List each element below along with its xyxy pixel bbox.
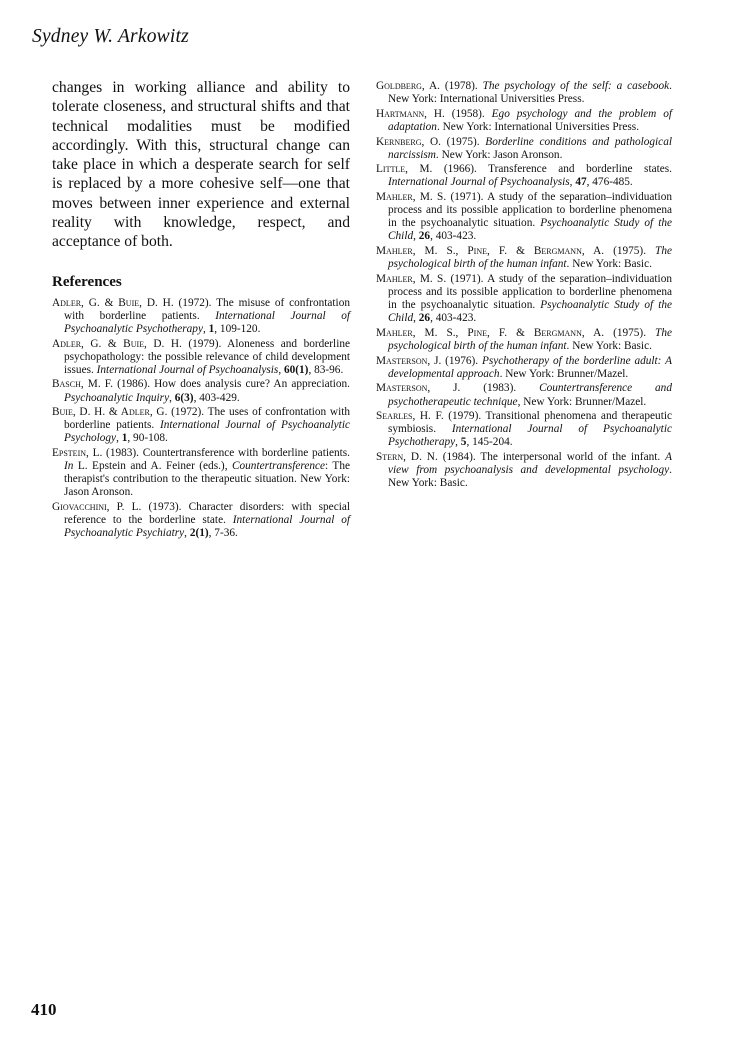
- reference-authors: Goldberg, A.: [376, 80, 440, 92]
- left-column: [52, 78, 350, 542]
- reference-text: ,: [278, 363, 284, 376]
- reference-pages: , 476-485.: [586, 176, 633, 189]
- reference-text: . New York: Jason Aronson.: [435, 148, 563, 161]
- reference-authors: Adler, G. & Buie, D. H.: [52, 337, 182, 350]
- reference-entry: [52, 338, 350, 377]
- reference-text: (1966). Transference and borderline states.: [432, 163, 672, 176]
- reference-entry: [376, 327, 672, 353]
- reference-entry: [376, 163, 672, 189]
- reference-text: (1986). How does analysis cure? An appreciation.: [112, 378, 350, 391]
- reference-volume: 60(1): [283, 363, 309, 376]
- reference-text: ,: [569, 176, 576, 189]
- body-paragraph: changes in working alliance and ability to tolerate closeness, and structural shifts and that technical modalities must be modified accordingly. With this, structural change can take place in which a desperate search for self is replaced by a more cohesive self—one that moves between inner experience and external reality with knowledge, respect, and acceptance of both.: [52, 79, 350, 251]
- running-head: Sydney W. Arkowitz: [32, 26, 189, 47]
- reference-authors: Basch, M. F.: [52, 378, 113, 391]
- reference-title: International Journal of Psychoanalysis: [96, 363, 279, 376]
- reference-text: . New York: International Universities Press.: [436, 120, 640, 133]
- reference-title: Psychotherapy of the borderline adult: A developmental approach: [388, 354, 672, 380]
- reference-text: : The therapist's contribution to the therapeutic situation. New York: Jason Aronson.: [64, 460, 350, 499]
- reference-text: . New York: International Universities Press.: [388, 80, 672, 106]
- reference-entry: [52, 447, 350, 499]
- reference-authors: Epstein, L.: [52, 447, 103, 460]
- reference-text: ,: [169, 391, 175, 404]
- reference-pages: , 90-108.: [127, 432, 168, 445]
- reference-authors: Mahler, M. S., Pine, F. & Bergmann, A.: [376, 245, 605, 258]
- reference-text: (1975).: [604, 326, 656, 339]
- right-column: [376, 80, 672, 492]
- reference-text: ,: [413, 230, 419, 243]
- reference-text: ,: [202, 322, 209, 335]
- reference-text: . New York: Brunner/Mazel.: [499, 367, 629, 380]
- reference-title: Psychoanalytic Inquiry: [64, 391, 170, 404]
- reference-title: International Journal of Psychoanalytic Psychotherapy: [388, 423, 672, 449]
- page-number: 410: [31, 1000, 57, 1019]
- reference-text: ,: [413, 312, 419, 325]
- reference-text: (1972). The misuse of confrontation with borderline patients.: [64, 296, 350, 322]
- reference-volume: 1: [208, 322, 215, 335]
- reference-text: L. Epstein and A. Feiner (eds.),: [73, 460, 232, 473]
- reference-title: The psychology of the self: a casebook: [482, 80, 670, 92]
- reference-title: International Journal of Psychoanalytic Psychiatry: [64, 514, 350, 540]
- reference-title: In: [64, 460, 74, 473]
- reference-text: (1983). Countertransference with borderline patients.: [102, 447, 350, 460]
- reference-entry: [376, 410, 672, 449]
- reference-title: Countertransference and psychotherapeutic technique: [388, 382, 672, 408]
- reference-title: International Journal of Psychoanalytic Psychotherapy: [64, 309, 350, 335]
- reference-title: Borderline conditions and pathological narcissism: [388, 135, 672, 161]
- reference-title: Psychoanalytic Study of the Child: [388, 217, 672, 243]
- reference-text: ,: [184, 527, 190, 540]
- reference-authors: Buie, D. H. & Adler, G.: [52, 406, 168, 419]
- reference-volume: 5: [460, 436, 467, 449]
- reference-entry: [376, 451, 672, 490]
- reference-text: (1975).: [440, 135, 486, 148]
- reference-authors: Giovacchini, P. L.: [52, 501, 142, 514]
- reference-title: Countertransference: [231, 460, 326, 473]
- reference-volume: 2(1): [189, 527, 209, 540]
- reference-entry: [376, 382, 672, 408]
- reference-text: (1983).: [460, 382, 540, 395]
- reference-entry: [52, 378, 350, 404]
- reference-title: International Journal of Psychoanalysis: [388, 176, 570, 189]
- reference-title: The psychological birth of the human infant: [388, 245, 672, 271]
- reference-authors: Mahler, M. S.: [376, 272, 447, 285]
- reference-text: . New York: Basic.: [388, 464, 672, 490]
- references-list-right: [376, 80, 672, 490]
- reference-entry: [376, 80, 672, 106]
- reference-text: (1973). Character disorders: with special reference to the borderline state.: [64, 501, 350, 527]
- reference-title: Psychoanalytic Study of the Child: [388, 299, 672, 325]
- reference-entry: [376, 191, 672, 243]
- reference-authors: Kernberg, O.: [376, 135, 441, 148]
- reference-entry: [52, 501, 350, 540]
- reference-title: Ego psychology and the problem of adaptation: [388, 107, 673, 133]
- reference-text: (1971). A study of the separation–individuation process and its possible application to borderline phenomena in the psychoanalytic situation.: [388, 191, 672, 230]
- reference-pages: , 403-429.: [193, 391, 240, 404]
- reference-entry: [376, 136, 672, 162]
- reference-authors: Adler, G. & Buie, D. H.: [52, 296, 174, 309]
- reference-text: ,: [116, 432, 122, 445]
- reference-authors: Masterson, J.: [376, 382, 461, 395]
- reference-entry: [376, 245, 672, 271]
- reference-entry: [52, 406, 350, 445]
- reference-text: (1978).: [439, 80, 483, 92]
- reference-volume: 26: [418, 230, 431, 243]
- reference-entry: [52, 297, 350, 336]
- reference-authors: Hartmann, H.: [376, 107, 445, 120]
- reference-text: (1958).: [444, 107, 492, 120]
- reference-volume: 1: [121, 432, 128, 445]
- reference-authors: Mahler, M. S., Pine, F. & Bergmann, A.: [376, 326, 605, 339]
- reference-text: (1979). Transitional phenomena and therapeutic symbiosis.: [388, 410, 672, 436]
- reference-volume: 47: [575, 176, 587, 189]
- reference-text: . New York: Basic.: [566, 339, 652, 352]
- reference-pages: , 403-423.: [430, 312, 477, 325]
- reference-volume: 26: [418, 312, 431, 325]
- reference-pages: , 83-96.: [308, 363, 344, 376]
- reference-volume: 6(3): [174, 391, 194, 404]
- reference-authors: Mahler, M. S.: [376, 191, 447, 204]
- reference-pages: , 145-204.: [466, 436, 513, 449]
- reference-authors: Little, M.: [376, 163, 433, 176]
- reference-entry: [376, 273, 672, 325]
- reference-title: International Journal of Psychoanalytic Psychology: [64, 419, 350, 445]
- references-list-left: [52, 297, 350, 541]
- reference-text: , New York: Brunner/Mazel.: [517, 395, 647, 408]
- reference-authors: Masterson, J.: [376, 354, 442, 367]
- reference-text: (1976).: [441, 354, 482, 367]
- reference-text: (1971). A study of the separation–individuation process and its possible application to borderline phenomena in the psychoanalytic situation.: [388, 272, 672, 312]
- reference-authors: Stern, D. N.: [376, 451, 438, 464]
- reference-title: The psychological birth of the human infant: [388, 326, 672, 352]
- reference-authors: Searles, H. F.: [376, 410, 444, 423]
- reference-text: (1975).: [604, 245, 656, 258]
- reference-text: . New York: Basic.: [566, 258, 652, 271]
- reference-text: (1979). Aloneness and borderline psychopathology: the possible relevance of child development issues.: [64, 337, 350, 376]
- reference-entry: [376, 108, 672, 134]
- references-heading: References: [52, 273, 122, 290]
- reference-text: (1972). The uses of confrontation with borderline patients.: [64, 406, 350, 432]
- reference-text: (1984). The interpersonal world of the infant.: [437, 451, 666, 464]
- reference-title: A view from psychoanalysis and developmental psychology: [388, 451, 673, 477]
- reference-pages: , 7-36.: [208, 527, 238, 540]
- reference-pages: , 109-120.: [214, 322, 261, 335]
- reference-entry: [376, 355, 672, 381]
- reference-pages: , 403-423.: [430, 230, 477, 243]
- reference-text: ,: [455, 436, 461, 449]
